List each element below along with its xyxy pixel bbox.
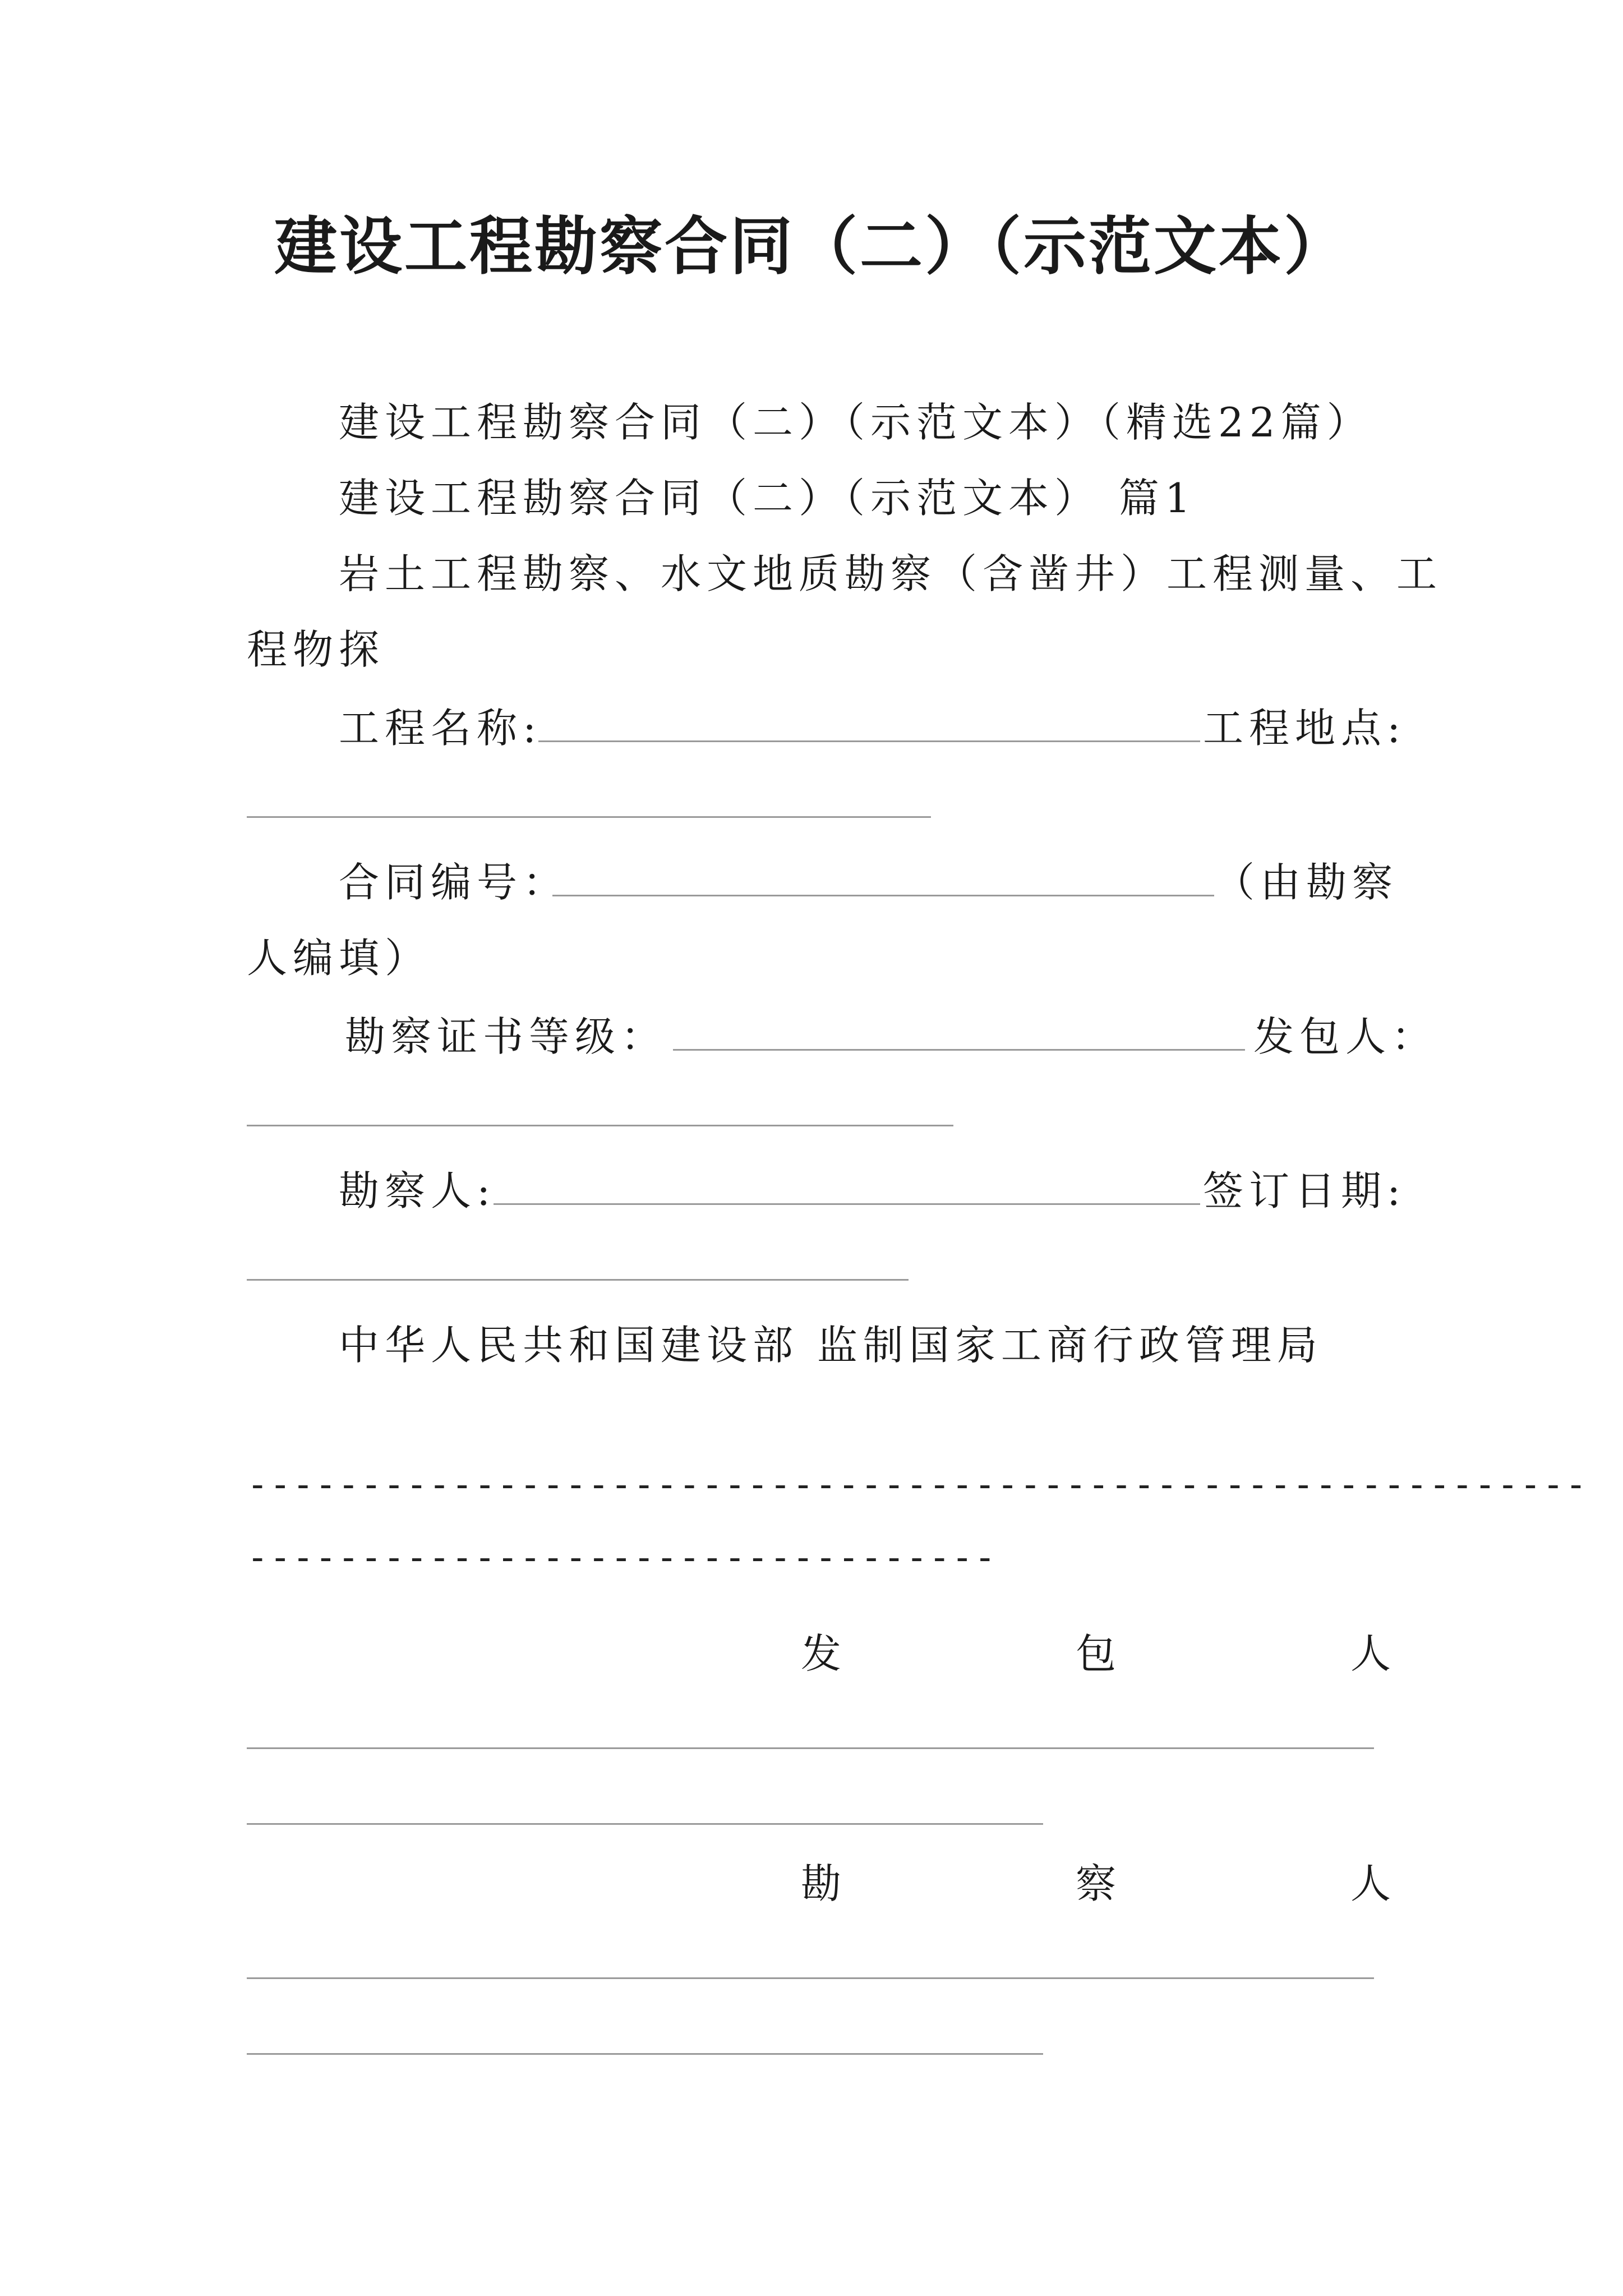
dash-separator-2: --------------------------------- xyxy=(247,1537,997,1579)
cert-grade-field xyxy=(673,1049,1245,1051)
surveyor-label: 勘察人: xyxy=(339,1167,496,1214)
project-name-label: 工程名称: xyxy=(339,705,542,752)
employer-sign-char-3: 人 xyxy=(1350,1630,1397,1677)
employer-field xyxy=(247,1125,953,1126)
employer-sign-line-1 xyxy=(247,1747,1374,1749)
surveyor-sign-char-2: 察 xyxy=(1076,1860,1122,1907)
contract-no-field xyxy=(552,895,1214,896)
project-location-label: 工程地点: xyxy=(1203,705,1407,752)
scope-line-1: 岩土工程勘察、水文地质勘察（含凿井）工程测量、工 xyxy=(339,550,1443,597)
employer-sign-char-2: 包 xyxy=(1076,1630,1122,1677)
employer-sign-char-1: 发 xyxy=(801,1630,847,1677)
subtitle: 建设工程勘察合同（二）（示范文本）（精选22篇） xyxy=(339,399,1373,446)
dash-separator-1: ----------------------------------------------------------- xyxy=(247,1464,1588,1506)
scope-line-2: 程物探 xyxy=(247,626,385,673)
surveyor-sign-char-3: 人 xyxy=(1350,1860,1397,1907)
sign-date-field xyxy=(247,1279,909,1281)
project-name-field xyxy=(538,740,1200,742)
chapter-heading: 建设工程勘察合同（二）（示范文本） 篇1 xyxy=(339,475,1196,522)
surveyor-field xyxy=(494,1203,1200,1205)
employer-label: 发包人： xyxy=(1253,1013,1438,1060)
sign-date-label: 签订日期: xyxy=(1203,1167,1407,1214)
employer-sign-line-2 xyxy=(247,1823,1043,1825)
project-location-field xyxy=(247,816,931,818)
surveyor-sign-line-2 xyxy=(247,2053,1043,2055)
surveyor-sign-line-1 xyxy=(247,1977,1374,1979)
surveyor-sign-char-1: 勘 xyxy=(801,1860,847,1907)
cert-grade-label: 勘察证书等级： xyxy=(345,1013,667,1060)
supervisor-line: 中华人民共和国建设部 监制国家工商行政管理局 xyxy=(339,1322,1323,1369)
contract-no-note: （由勘察 xyxy=(1214,859,1399,906)
contract-no-note-cont: 人编填） xyxy=(247,935,431,982)
document-title: 建设工程勘察合同（二）（示范文本） xyxy=(274,210,1349,283)
contract-no-label: 合同编号： xyxy=(339,859,569,906)
